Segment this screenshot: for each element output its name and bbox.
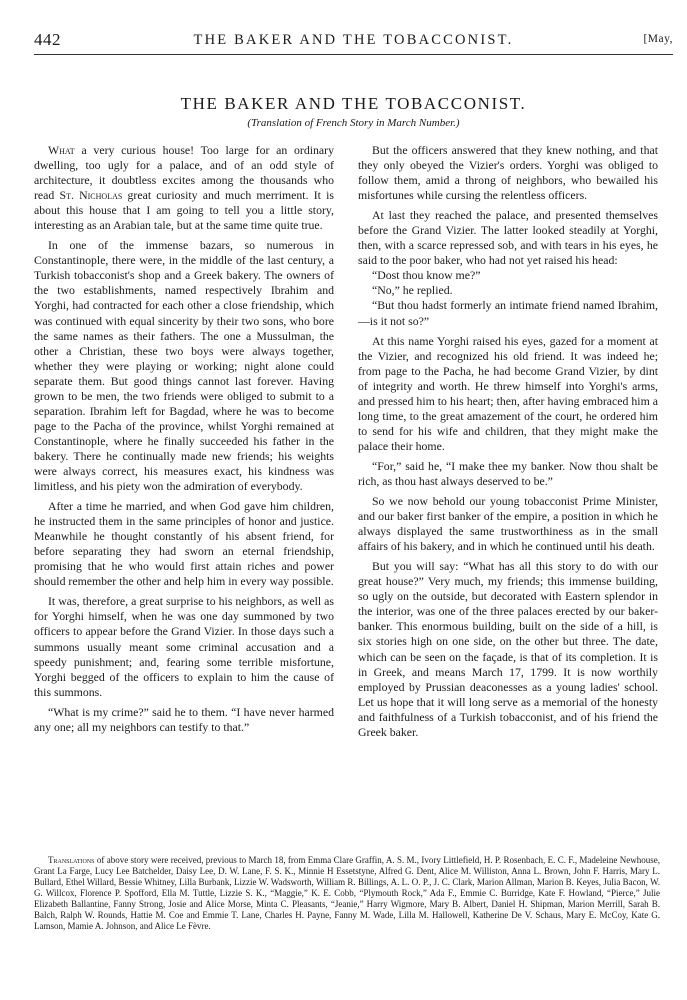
paragraph-1	[34, 143, 334, 233]
paragraph-5: “What is my crime?” said he to them. “I have never harmed any one; all my neighbors can testify to that.”	[34, 704, 334, 734]
paragraph-4: It was, therefore, a great surprise to his neighbors, as well as for Yorghi himself, when he was one day summoned by two officers to appear before the Grand Vizier. In those days such a summons usually meant some criminal accusation and a speedy punishment; and, fearing some terrible misfortune, Yorghi begged of the officers to explain to him the cause of this summons.	[34, 594, 334, 699]
paragraph-1-part-b: great curiosity and much merriment. It is about this house that I am going to tell you a little story, interesting as an Arabian tale, but at the same time quite true.	[34, 188, 335, 233]
magazine-name: St. Nicholas	[59, 188, 123, 203]
paragraph-7: At last they reached the palace, and presented themselves before the Grand Vizier. The latter looked steadily at Yorghi, then, with a scarce repressed sob, and with tears in his eyes, he said to the poor baker, who had not yet raised his head:	[358, 208, 658, 268]
translators-footnote	[34, 855, 660, 932]
paragraph-3: After a time he married, and when God gave him children, he instructed them in the same principles of honor and justice. Meanwhile he thought constantly of his absent friend, for before separating they had sworn an eternal friendship, promising that he who would first attain riches and power should remember the other and help him in every way possible.	[34, 499, 334, 589]
paragraph-8: “Dost thou know me?”	[372, 268, 481, 283]
paragraph-10: “But thou hadst formerly an intimate friend named Ibrahim,—is it not so?”	[358, 298, 658, 328]
article-subtitle: (Translation of French Story in March Number.)	[247, 117, 460, 129]
right-column	[358, 143, 658, 740]
left-column	[34, 143, 334, 735]
paragraph-12: “For,” said he, “I make thee my banker. Now thou shalt be rich, as thou hast always deserved to be.”	[358, 458, 658, 488]
paragraph-lead-word: What	[48, 143, 75, 157]
footnote-lead-word: Translations	[48, 855, 95, 865]
paragraph-6: But the officers answered that they knew nothing, and that they only obeyed the Vizier's orders. Yorghi was obliged to follow them, amid a throng of neighbors, who bewailed his misfortunes while cursing the relentless officers.	[358, 143, 658, 203]
running-month: [May,	[643, 33, 673, 45]
footnote-text: of above story were received, previous to March 18, from Emma Clare Graffin, A. S. M., Ivory Littlefield, H. P. Rosenbach, E. C. F., Madeleine Newhouse, Grant La Farge, Lucy Lee Batchelder, Daisy Lee, D. W. Lane, F. S. K., Minnie H Essetstyne, Alfred G. Dent, Alice M. Williston, Anna L. Brown, John F. Harris, Mary L. Bullard, Ethel Willard, Bessie Whitney, Lilla Burbank, Lizzie W. Wadsworth, William R. Billings, A. L. O. P., J. C. Clark, Marion Allman, Marion B. Keyes, Julia Bacon, W. G. Willcox, Florence P. Spofford, Ella M. Tuttle, Lizzie S. K., “Maggie,” K. E. Cobb, “Plymouth Rock,” Ada F., Emmie C. Burridge, Kate F. Howland, “Pierce,” Julie Elizabeth Ballantine, Fanny Strong, Josie and Alice Morse, Minta C. Pleasants, “Jeanie,” Harry Wigmore, Mary B. Albert, Daniel H. Shipman, Marion Merrill, Sarah B. Balch, Ralph W. Rounds, Hattie M. Coe and Emmie T. Lane, Charles H. Payne, Fanny M. Wade, Lilla M. Hallowell, Katherine De V. Schaus, Mary E. McCoy, Kate G. Lamson, Mamie A. Johnson, and Alice Le Fèvre.	[34, 855, 660, 931]
paragraph-2: In one of the immense bazars, so numerous in Constantinople, there were, in the middle of the last century, a Turkish tobacconist's shop and a Greek bakery. The owners of the two establishments, named respectively Ibrahim and Yorghi, had contracted for each other a close friendship, which was continued with equal sincerity by their two sons, who bore the same names as their fathers. The one a Mussulman, the other a Christian, these two boys were always together, whether they were playing or working; night alone could separate them. But good things cannot last forever. Having grown to be men, the two friends were obliged to submit to a separation. Ibrahim left for Bagdad, where he was to become page to the Pacha of the province, whilst Yorghi remained at Constantinople, where he finally succeeded his father in the bakery. There he continually made new friends; his weights were always correct, his measures exact, his kindness was limitless, and his piety won the admiration of everybody.	[34, 238, 334, 494]
paragraph-14: But you will say: “What has all this story to do with our great house?” Very much, my friends; this immense building, so ugly on the outside, but decorated with Eastern splendor in the interior, was one of the three palaces erected by our baker-banker. This enormous building, built on the side of a hill, is six stories high on one side, on the other but three. The date, which can be seen on the façade, is that of its completion. It is in Greek, and means March 17, 1799. It is now worthily employed by Prussian deaconesses as a young ladies' school. Let us hope that it will long serve as a memorial of the honesty and faithfulness of a Turkish tobacconist, and of his friend the Greek baker.	[358, 559, 658, 739]
running-head	[34, 30, 673, 52]
page-number: 442	[34, 30, 61, 49]
paragraph-9: “No,” he replied.	[372, 283, 453, 298]
paragraph-1-part-a: a very curious house! Too large for an ordinary dwelling, too ugly for a palace, and of an odd style of architecture, it doubtless excites among the thousands who read	[34, 143, 334, 203]
header-rule	[34, 54, 673, 55]
paragraph-11: At this name Yorghi raised his eyes, gazed for a moment at the Vizier, and recognized his old friend. It was indeed he; from page to the Pacha, he had become Grand Vizier, by dint of integrity and worth. He threw himself into Yorghi's arms, and pressed him to his heart; then, after having embraced him a long time, to the great amazement of the court, he ordered him to send for his wife and children, that they might make the palace their home.	[358, 333, 658, 453]
paragraph-13: So we now behold our young tobacconist Prime Minister, and our baker first banker of the empire, a position in which he always displayed the same trustworthiness as in the small affairs of his bakery, and in which he continued until his death.	[358, 494, 658, 554]
article-title: THE BAKER AND THE TOBACCONIST.	[180, 94, 527, 113]
running-title: THE BAKER AND THE TOBACCONIST.	[193, 32, 514, 48]
